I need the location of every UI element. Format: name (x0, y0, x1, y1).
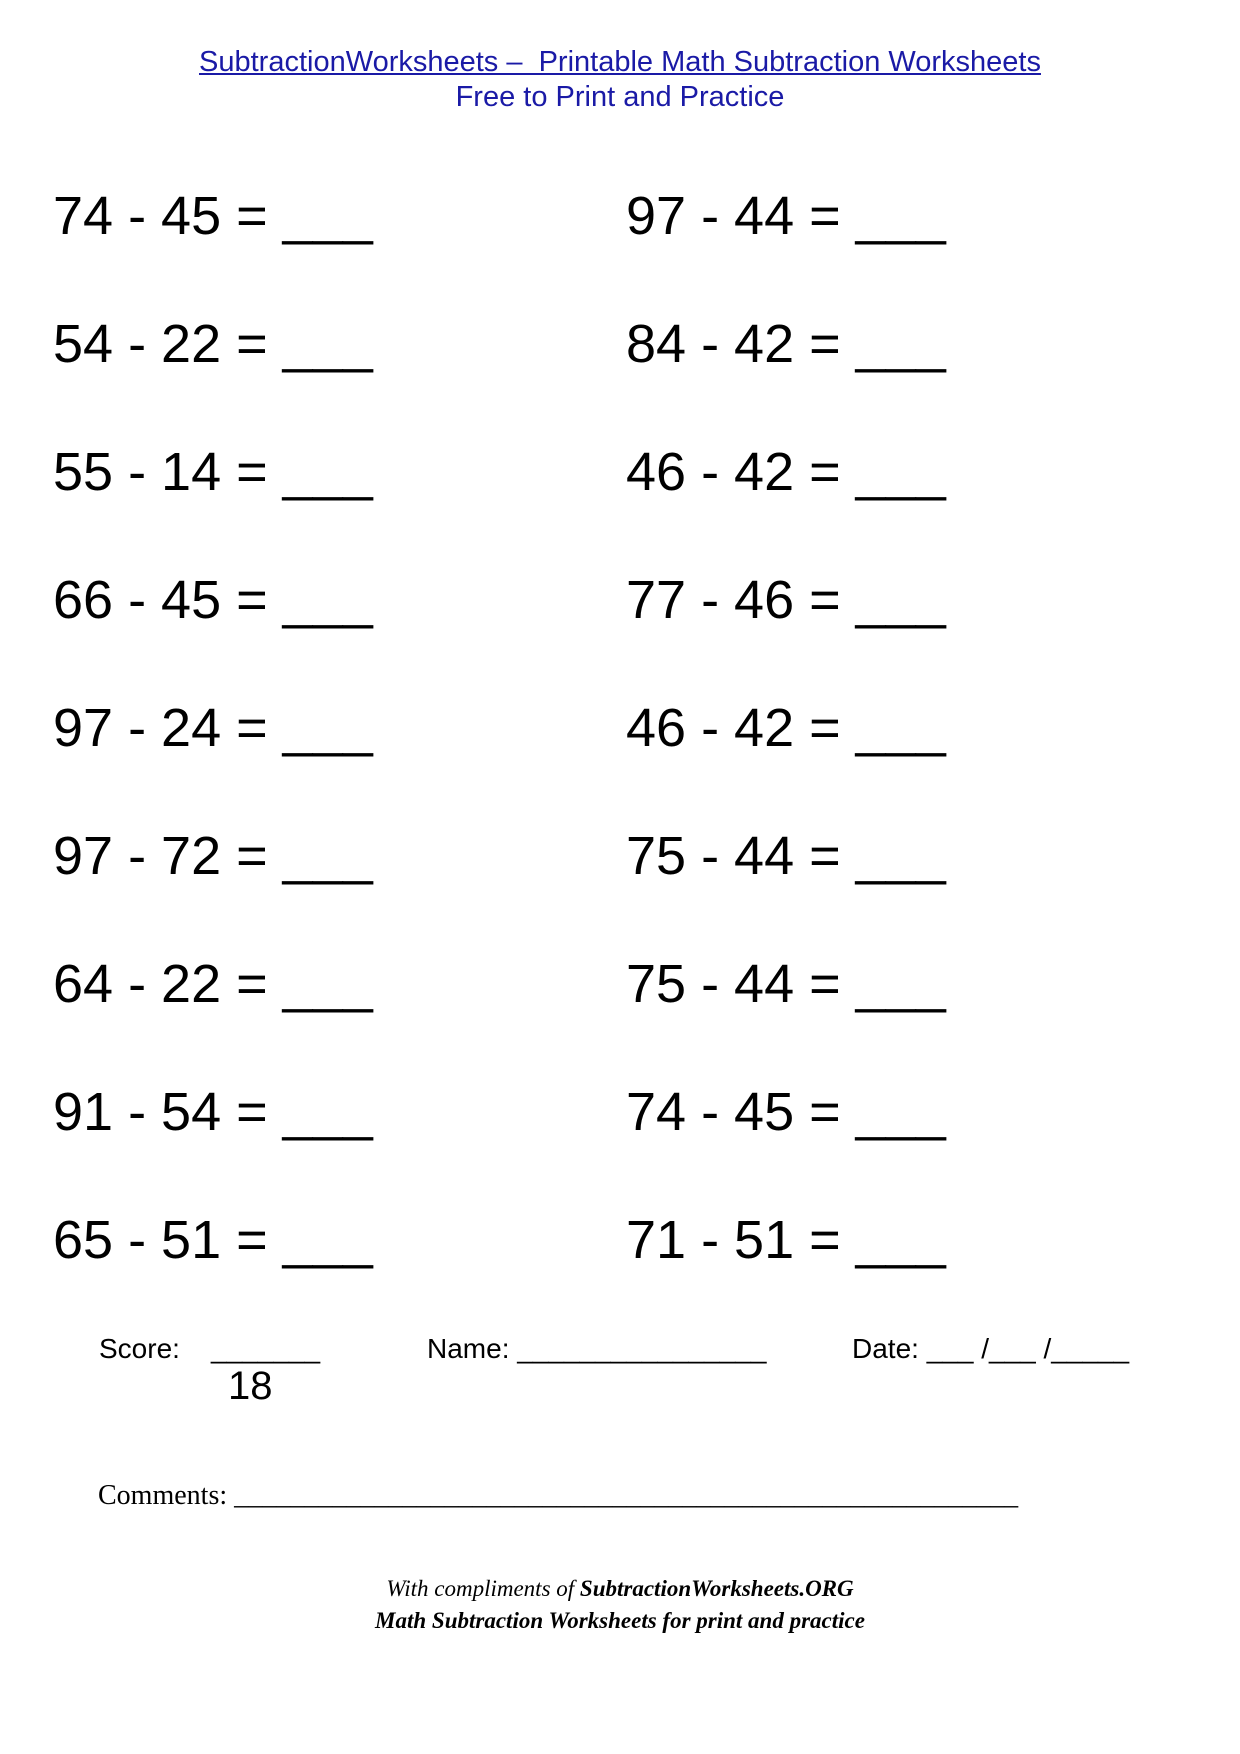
footer-tagline: Math Subtraction Worksheets for print and practice (375, 1608, 865, 1633)
problem-left-1: 74 - 45 = ___ (53, 186, 373, 246)
problem-left-9: 65 - 51 = ___ (53, 1210, 373, 1270)
problem-left-4: 66 - 45 = ___ (53, 570, 373, 630)
footer-credit-prefix: With compliments of (386, 1576, 580, 1601)
page-subtitle: Free to Print and Practice (455, 81, 785, 113)
problem-left-7: 64 - 22 = ___ (53, 954, 373, 1014)
name-field[interactable]: Name: ________________ (427, 1333, 767, 1364)
problem-left-5: 97 - 24 = ___ (53, 698, 373, 758)
problem-right-1: 97 - 44 = ___ (626, 186, 946, 246)
score-field[interactable]: Score: _______ (99, 1333, 321, 1364)
problem-left-2: 54 - 22 = ___ (53, 314, 373, 374)
page-title: SubtractionWorksheets – Printable Math Subtraction Worksheets (199, 46, 1041, 78)
problem-right-3: 46 - 42 = ___ (626, 442, 946, 502)
problem-right-5: 46 - 42 = ___ (626, 698, 946, 758)
problem-left-6: 97 - 72 = ___ (53, 826, 373, 886)
problem-left-8: 91 - 54 = ___ (53, 1082, 373, 1142)
problem-right-4: 77 - 46 = ___ (626, 570, 946, 630)
problem-right-7: 75 - 44 = ___ (626, 954, 946, 1014)
problem-right-9: 71 - 51 = ___ (626, 1210, 946, 1270)
problem-right-2: 84 - 42 = ___ (626, 314, 946, 374)
comments-field[interactable]: Comments: ________________________________________________________ (98, 1480, 1019, 1511)
date-field[interactable]: Date: ___ /___ /_____ (852, 1333, 1130, 1364)
problem-right-8: 74 - 45 = ___ (626, 1082, 946, 1142)
footer-credit (0, 1576, 1240, 1602)
problem-right-6: 75 - 44 = ___ (626, 826, 946, 886)
problem-left-3: 55 - 14 = ___ (53, 442, 373, 502)
footer-site-name: SubtractionWorksheets.ORG (579, 1576, 854, 1601)
score-value: 18 (228, 1364, 273, 1408)
